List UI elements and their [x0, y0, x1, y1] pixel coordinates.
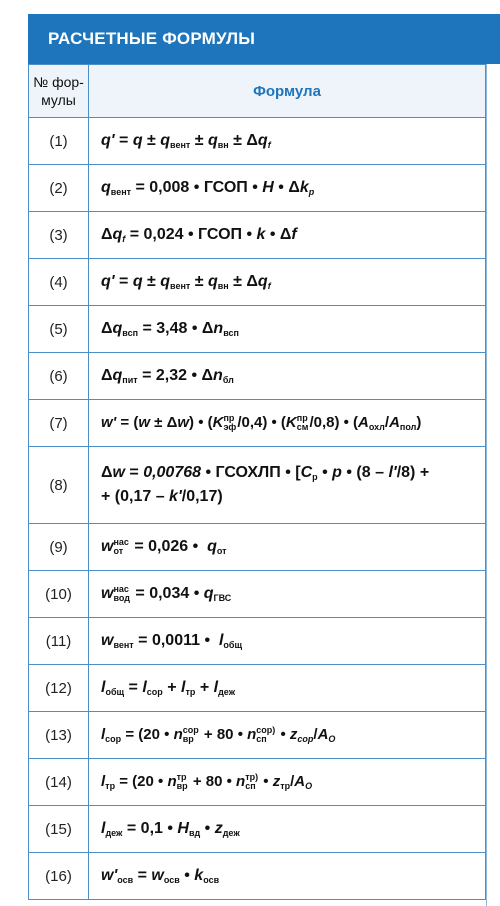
formula-number: (10)	[29, 571, 89, 618]
table-row	[29, 806, 486, 853]
formula-number: (13)	[29, 712, 89, 759]
table-header-row	[29, 65, 486, 118]
column-header-formula: Формула	[89, 65, 486, 118]
table-row	[29, 212, 486, 259]
table-row	[29, 165, 486, 212]
formula-number: (12)	[29, 665, 89, 712]
table-row	[29, 306, 486, 353]
formula-number: (8)	[29, 447, 89, 524]
formula-cell: $w'_{осв} = w_{осв}$ • $k_{осв}$	[89, 853, 486, 900]
formula-number: (6)	[29, 353, 89, 400]
formula-cell: Δw = 0,00768 • ГСОХЛП • [$C_р$ • p • (8 – l'/8) + + (0,17 – k'/0,17)	[89, 447, 486, 524]
formula-number: (2)	[29, 165, 89, 212]
formula-cell: w' = (w ± Δw) • (K пр эф /0,4) • (K пр см /0,8) • $(A_{охл}/A_{пол})$	[89, 400, 486, 447]
table-row	[29, 712, 486, 759]
formula-cell: $w_{вент} = 0,0011$ • $l_{общ}$	[89, 618, 486, 665]
formula-number: (11)	[29, 618, 89, 665]
formula-cell: $\Delta q_{всп} = 3,48$ • $\Delta n_{всп}$	[89, 306, 486, 353]
formula-number: (4)	[29, 259, 89, 306]
formula-number: (15)	[29, 806, 89, 853]
formula-cell: $\Delta q_{пит} = 2,32$ • $\Delta n_{бл}$	[89, 353, 486, 400]
table-row	[29, 665, 486, 712]
formula-cell: $\Delta q_f = 0,024$ • ГСОП • k • Δf	[89, 212, 486, 259]
table-row	[29, 571, 486, 618]
page-title: РАСЧЕТНЫЕ ФОРМУЛЫ	[28, 14, 500, 64]
formula-cell: $q_{вент} = 0,008$ • ГСОП • H • $\Delta k_p$	[89, 165, 486, 212]
table-row	[29, 524, 486, 571]
table-row	[29, 853, 486, 900]
formula-cell: $l_{тр} = (20$ • n тр вр + 80 • n тр) сп • $z_{тр}/A_O$	[89, 759, 486, 806]
page-edge-line	[486, 64, 487, 906]
formula-number: (5)	[29, 306, 89, 353]
formulas-table	[28, 64, 486, 900]
table-row	[29, 118, 486, 165]
formula-number: (14)	[29, 759, 89, 806]
formula-number: (16)	[29, 853, 89, 900]
table-row	[29, 618, 486, 665]
formula-number: (7)	[29, 400, 89, 447]
table-row	[29, 353, 486, 400]
formula-cell: $l_{деж} = 0,1$ • $H_{вд}$ • $z_{деж}$	[89, 806, 486, 853]
formula-number: (9)	[29, 524, 89, 571]
formula-cell: $q' = q \pm q_{вент} \pm q_{вн} \pm \Delta q_f$	[89, 118, 486, 165]
table-row	[29, 759, 486, 806]
table-row	[29, 259, 486, 306]
formula-cell: w нас от = 0,026 • $q_{от}$	[89, 524, 486, 571]
formula-number: (3)	[29, 212, 89, 259]
table-row	[29, 400, 486, 447]
formula-cell: $l_{общ} = l_{сор} + l_{тр} + l_{деж}$	[89, 665, 486, 712]
formula-cell: $l_{сор} = (20$ • n сор вр + 80 • n сор) сп • $z_{сор}/A_O$	[89, 712, 486, 759]
formula-cell: $q' = q \pm q_{вент} \pm q_{вн} \pm \Delta q_f$	[89, 259, 486, 306]
table-row	[29, 447, 486, 524]
formula-number: (1)	[29, 118, 89, 165]
column-header-number: № фор-мулы	[29, 65, 89, 118]
formula-cell: w нас вод = 0,034 • $q_{ГВС}$	[89, 571, 486, 618]
